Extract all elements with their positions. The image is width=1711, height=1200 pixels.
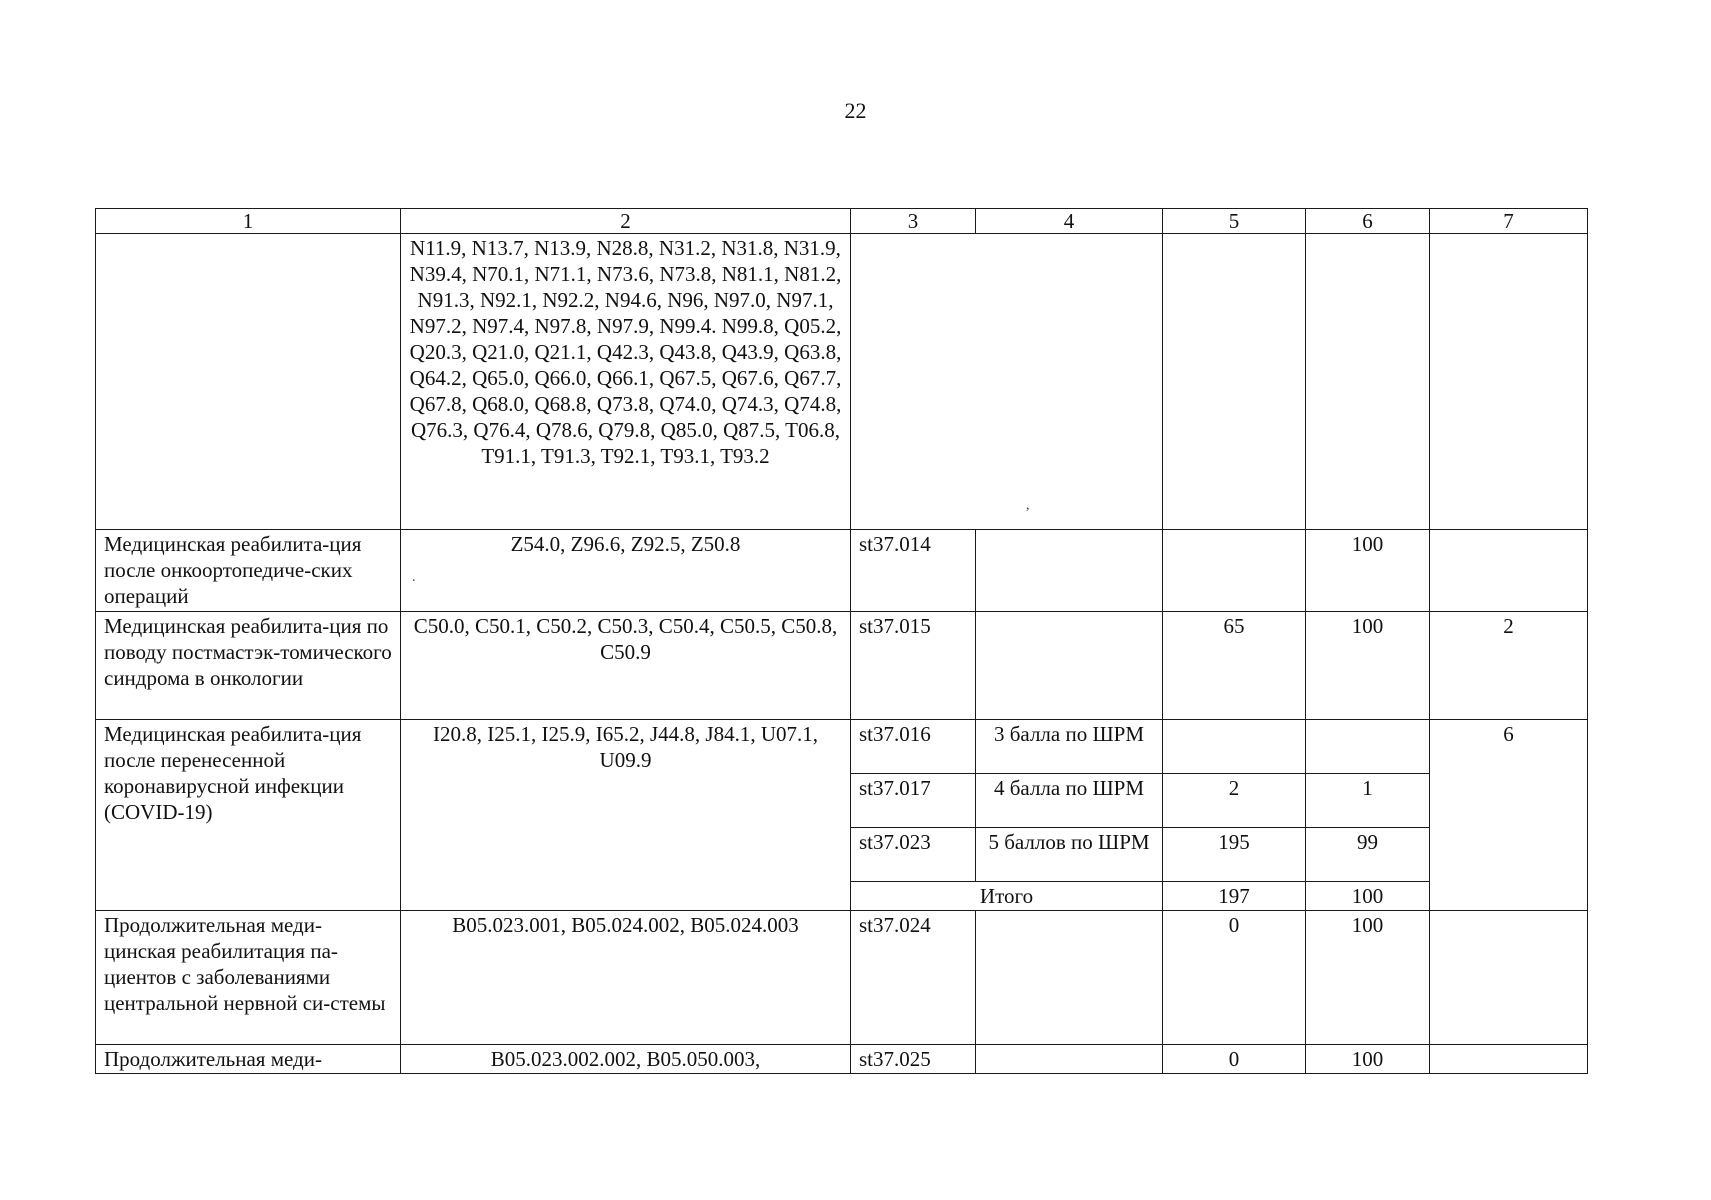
cell-col5: [1163, 720, 1306, 774]
cell-col6: 1: [1306, 774, 1430, 828]
scan-speck: ,: [1026, 498, 1030, 513]
page-number: 22: [844, 98, 867, 123]
cell-criterion: 3 балла по ШРМ: [976, 720, 1163, 774]
cell-col5: 0: [1163, 1045, 1306, 1074]
cell-name-empty: [96, 234, 401, 530]
table-row-onco-ortho: [96, 530, 1588, 612]
cell-ksg-code: st37.015: [851, 612, 976, 720]
cell-col6: 100: [1306, 612, 1430, 720]
cell-col7: [1430, 911, 1588, 1045]
header-col-1: 1: [96, 209, 401, 234]
table-row-covid: [96, 720, 1588, 774]
cell-diagnosis-codes: Z54.0, Z96.6, Z92.5, Z50.8: [401, 530, 851, 612]
cell-criterion: [976, 1045, 1163, 1074]
cell-col5: 0: [1163, 911, 1306, 1045]
table-row-continued: [96, 234, 1588, 530]
cell-name: Продолжительная меди-цинская реабилитация па-циентов с заболеваниями центральной нервной си-стемы: [96, 911, 401, 1045]
header-col-5: 5: [1163, 209, 1306, 234]
cell-ksg-code: st37.014: [851, 530, 976, 612]
cell-name: Продолжительная меди-: [96, 1045, 401, 1074]
cell-name: Медицинская реабилита-ция после онкоортопедиче-ских операций: [96, 530, 401, 612]
cell-col6: 100: [1306, 911, 1430, 1045]
table-row-mastectomy: [96, 612, 1588, 720]
cell-criterion: [976, 612, 1163, 720]
cell-col7: 2: [1430, 612, 1588, 720]
cell-diagnosis-codes: B05.023.001, B05.024.002, B05.024.003: [401, 911, 851, 1045]
cell-criterion: 5 баллов по ШРМ: [976, 828, 1163, 882]
header-col-2: 2: [401, 209, 851, 234]
cell-ksg-code: st37.024: [851, 911, 976, 1045]
cell-name: Медицинская реабилита-ция после перенесенной коронавирусной инфекции (COVID-19): [96, 720, 401, 911]
cell-criterion: [976, 530, 1163, 612]
cell-col5: [1163, 530, 1306, 612]
cell-diagnosis-codes: C50.0, C50.1, C50.2, C50.3, C50.4, C50.5, C50.8, C50.9: [401, 612, 851, 720]
cell-col7-empty: [1430, 234, 1588, 530]
cell-ksg-code: st37.016: [851, 720, 976, 774]
cell-col6: 100: [1306, 530, 1430, 612]
header-col-4: 4: [976, 209, 1163, 234]
cell-col7: [1430, 1045, 1588, 1074]
scan-speck: .: [412, 570, 416, 585]
cell-col7: 6: [1430, 720, 1588, 911]
table-row-last: [96, 1045, 1588, 1074]
header-col-3: 3: [851, 209, 976, 234]
cell-col5: 65: [1163, 612, 1306, 720]
table-row-cns: [96, 911, 1588, 1045]
cell-diagnosis-codes: B05.023.002.002, B05.050.003,: [401, 1045, 851, 1074]
cell-criterion: [976, 911, 1163, 1045]
header-col-7: 7: [1430, 209, 1588, 234]
cell-code-criterion-empty: [851, 234, 1163, 530]
header-row: [96, 209, 1588, 234]
cell-diagnosis-codes: N11.9, N13.7, N13.9, N28.8, N31.2, N31.8, N31.9, N39.4, N70.1, N71.1, N73.6, N73.8, N81.1, N81.2, N91.3, N92.1, N92.2, N94.6, N96, N97.0, N97.1, N97.2, N97.4, N97.8, N97.9, N99.4. N99.8, Q05.2, Q20.3, Q21.0, Q21.1, Q42.3, Q43.8, Q43.9, Q63.8, Q64.2, Q65.0, Q66.0, Q66.1, Q67.5, Q67.6, Q67.7, Q67.8, Q68.0, Q68.8, Q73.8, Q74.0, Q74.3, Q74.8, Q76.3, Q76.4, Q78.6, Q79.8, Q85.0, Q87.5, T06.8, T91.1, T91.3, T92.1, T93.1, T93.2: [401, 234, 851, 530]
cell-col5-empty: [1163, 234, 1306, 530]
cell-col6: 100: [1306, 1045, 1430, 1074]
cell-col5: 2: [1163, 774, 1306, 828]
cell-total-col5: 197: [1163, 882, 1306, 911]
cell-col6: 99: [1306, 828, 1430, 882]
cell-ksg-code: st37.025: [851, 1045, 976, 1074]
cell-col5: 195: [1163, 828, 1306, 882]
header-col-6: 6: [1306, 209, 1430, 234]
cell-total-col6: 100: [1306, 882, 1430, 911]
cell-diagnosis-codes: I20.8, I25.1, I25.9, I65.2, J44.8, J84.1, U07.1, U09.9: [401, 720, 851, 911]
cell-ksg-code: st37.023: [851, 828, 976, 882]
cell-criterion: 4 балла по ШРМ: [976, 774, 1163, 828]
cell-total-label: Итого: [851, 882, 1163, 911]
cell-ksg-code: st37.017: [851, 774, 976, 828]
tariff-table: [95, 208, 1588, 1074]
cell-col6: [1306, 720, 1430, 774]
cell-name: Медицинская реабилита-ция по поводу постмастэк-томического синдрома в онкологии: [96, 612, 401, 720]
cell-col7: [1430, 530, 1588, 612]
cell-col6-empty: [1306, 234, 1430, 530]
